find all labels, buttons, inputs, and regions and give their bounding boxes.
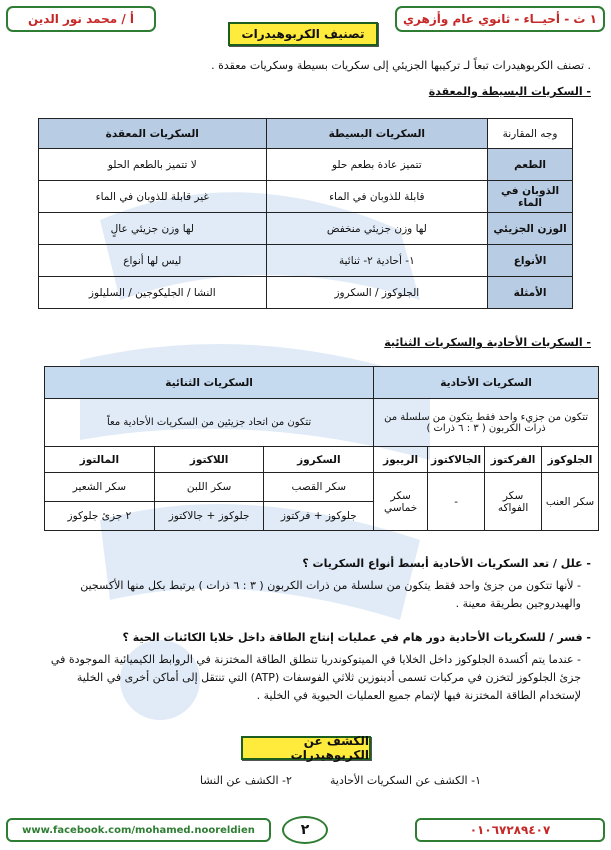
footer-facebook-link[interactable]: www.facebook.com/mohamed.nooreldien [22,824,255,836]
page-number [282,816,328,844]
mono-di-table [44,366,599,531]
subheading-mono-di: - السكريات الأحادية والسكريات الثنائية [384,336,591,349]
table-header-row [39,119,573,149]
table-cell: غير قابلة للذوبان في الماء [39,181,267,213]
table-cell: سكر الشعير [45,473,155,502]
table-cell: قابلة للذوبان في الماء [266,181,488,213]
table-row [39,213,573,245]
footer-facebook-box[interactable] [6,818,271,842]
table-cell: لا تتميز بالطعم الحلو [39,149,267,181]
table-cell: تتميز عادة بطعم حلو [266,149,488,181]
table-row [39,277,573,309]
di-definition: تتكون من اتحاد جزيئين من السكريات الأحادية معاً [45,399,374,447]
row-label: الوزن الجزيئي [488,213,573,245]
detect-title [241,736,371,760]
table-cell: سكر الفواكه [485,473,542,531]
mono-title: السكريات الأحادية [374,367,599,399]
table-cell: سكر اللبن [154,473,264,502]
table-cell: ليس لها أنواع [39,245,267,277]
table-header-cell: السكريات البسيطة [266,119,488,149]
table-header-cell: وجه المقارنة [488,119,573,149]
table-cell: جلوكوز + جالاكتوز [154,502,264,531]
page-number-text: ٢ [300,822,310,838]
table-header-cell: المالتوز [45,447,155,473]
row-label: الأمثلة [488,277,573,309]
table-cell: النشا / الجليكوجين / السليلوز [39,277,267,309]
table-cell: سكر خماسي [374,473,428,531]
table-header-cell: السكروز [264,447,374,473]
section-title-text: تصنيف الكربوهيدرات [241,27,365,41]
row-label: الطعم [488,149,573,181]
table-cell: ٢ جزئ جلوكوز [45,502,155,531]
table-header-cell: السكريات المعقدة [39,119,267,149]
table-cell: سكر القصب [264,473,374,502]
table-cell: لها وزن جزيئي منخفض [266,213,488,245]
table-header-row [45,447,599,473]
header-author-box [6,6,156,32]
table-header-row [45,367,599,399]
table-row [45,399,599,447]
question-1: - علل / تعد السكريات الأحادية أبسط أنواع السكريات ؟ [302,557,591,570]
table-cell: جلوكوز + فركتوز [264,502,374,531]
table-cell: ١- أحادية ٢- ثنائية [266,245,488,277]
header-author-label: أ / محمد نور الدين [27,12,135,26]
subheading-simple-complex: - السكريات البسيطة والمعقدة [428,85,591,98]
table-cell: سكر العنب [542,473,599,531]
table-header-cell: الريبوز [374,447,428,473]
detect-item-1: ١- الكشف عن السكريات الأحادية [330,774,481,787]
table-cell: - [428,473,485,531]
section-title [228,22,378,46]
table-cell: لها وزن جزيئي عالٍ [39,213,267,245]
table-row [39,181,573,213]
table-row [39,245,573,277]
answer-2-line-2: جزئ الجلوكوز لتخزن في مركبات تسمى أدينوزين ثلاثي الفوسفات (ATP) التي تنتقل إلى أماكن أخرى في الخلية [76,671,581,684]
answer-2-line-1: - عندما يتم أكسدة الجلوكوز داخل الخلايا في الميتوكوندريا تنطلق الطاقة المختزنة في الروابط الكيميائية الموجودة في [50,653,581,666]
row-label: الأنواع [488,245,573,277]
table-header-cell: اللاكتوز [154,447,264,473]
footer-phone-box [415,818,605,842]
header-course-box [395,6,605,32]
table-header-cell: الجالاكتوز [428,447,485,473]
answer-1-line-2: والهيدروجين بطريقة معينة . [455,597,581,610]
table-cell: الجلوكوز / السكروز [266,277,488,309]
di-title: السكريات الثنائية [45,367,374,399]
row-label: الذوبان في الماء [488,181,573,213]
table-header-cell: الجلوكوز [542,447,599,473]
footer-phone: ٠١٠٦٧٢٨٩٤٠٧ [469,823,551,837]
table-row [39,149,573,181]
answer-2-line-3: لإستخدام الطاقة المختزنة فيها لإتمام جميع العمليات الحيوية في الخلية . [256,689,581,702]
table-row [45,473,599,502]
question-2: - فسر / للسكريات الأحادية دور هام في عمليات إنتاج الطاقة داخل خلايا الكائنات الحية ؟ [122,631,591,644]
mono-definition: تتكون من جزيء واحد فقط يتكون من سلسلة من ذرات الكربون ( ٣ : ٦ ذرات ) [374,399,599,447]
answer-1-line-1: - لأنها تتكون من جزئ واحد فقط يتكون من سلسلة من ذرات الكربون ( ٣ : ٦ ذرات ) يرتبط بكل منها الأكسجين [80,579,581,592]
detect-item-2: ٢- الكشف عن النشا [200,774,292,787]
intro-line: . تصنف الكربوهيدرات تبعاً لـ تركيبها الجزيئي إلى سكريات بسيطة وسكريات معقدة . [211,59,591,72]
detect-title-text: الكشف عن الكربوهيدرات [290,734,369,762]
comparison-table [38,118,573,309]
table-header-cell: الفركتوز [485,447,542,473]
header-course-label: ١ ث - أحيــاء - ثانوي عام وأزهري [403,12,597,26]
